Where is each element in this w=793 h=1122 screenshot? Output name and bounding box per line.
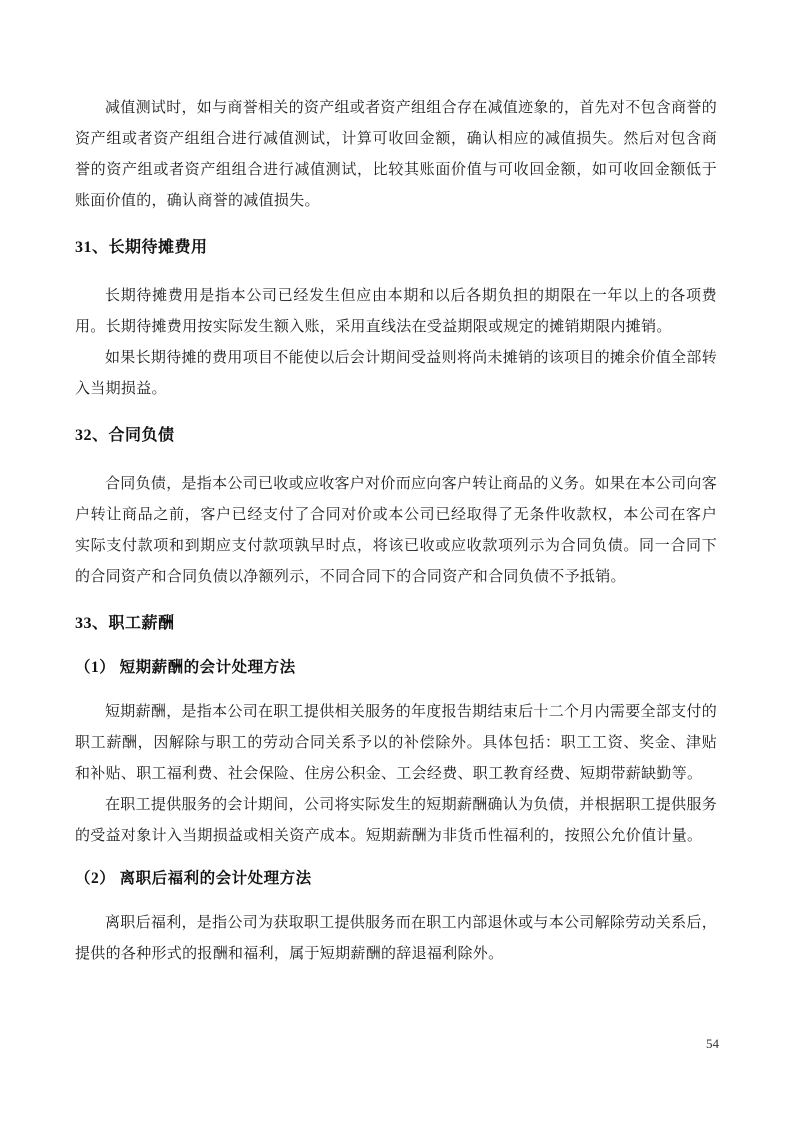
section-32-paragraph-1: 合同负债，是指本公司已收或应收客户对价而应向客户转让商品的义务。如果在本公司向客户转让商品之前，客户已经支付了合同对价或本公司已经取得了无条件收款权，本公司在客户实际支付款项和到期应支付款项孰早时点，将该已收或应收款项列示为合同负债。同一合同下的合同资产和合同负债以净额列示，不同合同下的合同资产和合同负债不予抵销。: [75, 476, 718, 585]
section-31-paragraph-2: 如果长期待摊的费用项目不能使以后会计期间受益则将尚未摊销的该项目的摊余价值全部转入当期损益。: [75, 350, 718, 397]
document-body: [75, 93, 717, 970]
section-33-subsection-1-paragraph-2: 在职工提供服务的会计期间，公司将实际发生的短期薪酬确认为负债，并根据职工提供服务的受益对象计入当期损益或相关资产成本。短期薪酬为非货币性福利的，按照公允价值计量。: [75, 797, 718, 844]
section-33-heading: 33、职工薪酬: [75, 615, 175, 632]
section-31-heading: 31、长期待摊费用: [75, 239, 208, 256]
section-32-heading: 32、合同负债: [75, 427, 175, 444]
section-31-paragraph-1: 长期待摊费用是指本公司已经发生但应由本期和以后各期负担的期限在一年以上的各项费用。长期待摊费用按实际发生额入账，采用直线法在受益期限或规定的摊销期限内摊销。: [75, 288, 717, 335]
section-33-subsection-2-heading: （2） 离职后福利的会计处理方法: [75, 870, 312, 887]
paragraph-goodwill-impairment: 减值测试时，如与商誉相关的资产组或者资产组组合存在减值迹象的，首先对不包含商誉的资产组或者资产组组合进行减值测试，计算可收回金额，确认相应的减值损失。然后对包含商誉的资产组或者资产组组合进行减值测试，比较其账面价值与可收回金额，如可收回金额低于账面价值的，确认商誉的减值损失。: [75, 100, 718, 209]
page-number: 54: [706, 1036, 719, 1051]
section-33-subsection-2-paragraph-1: 离职后福利，是指公司为获取职工提供服务而在职工内部退休或与本公司解除劳动关系后，提供的各种形式的报酬和福利，属于短期薪酬的辞退福利除外。: [75, 915, 718, 962]
section-33-subsection-1-heading: （1） 短期薪酬的会计处理方法: [75, 659, 296, 676]
section-33-subsection-1-paragraph-1: 短期薪酬，是指本公司在职工提供相关服务的年度报告期结束后十二个月内需要全部支付的职工薪酬，因解除与职工的劳动合同关系予以的补偿除外。具体包括：职工工资、奖金、津贴和补贴、职工福利费、社会保险、住房公积金、工会经费、职工教育经费、短期带薪缺勤等。: [75, 704, 718, 782]
